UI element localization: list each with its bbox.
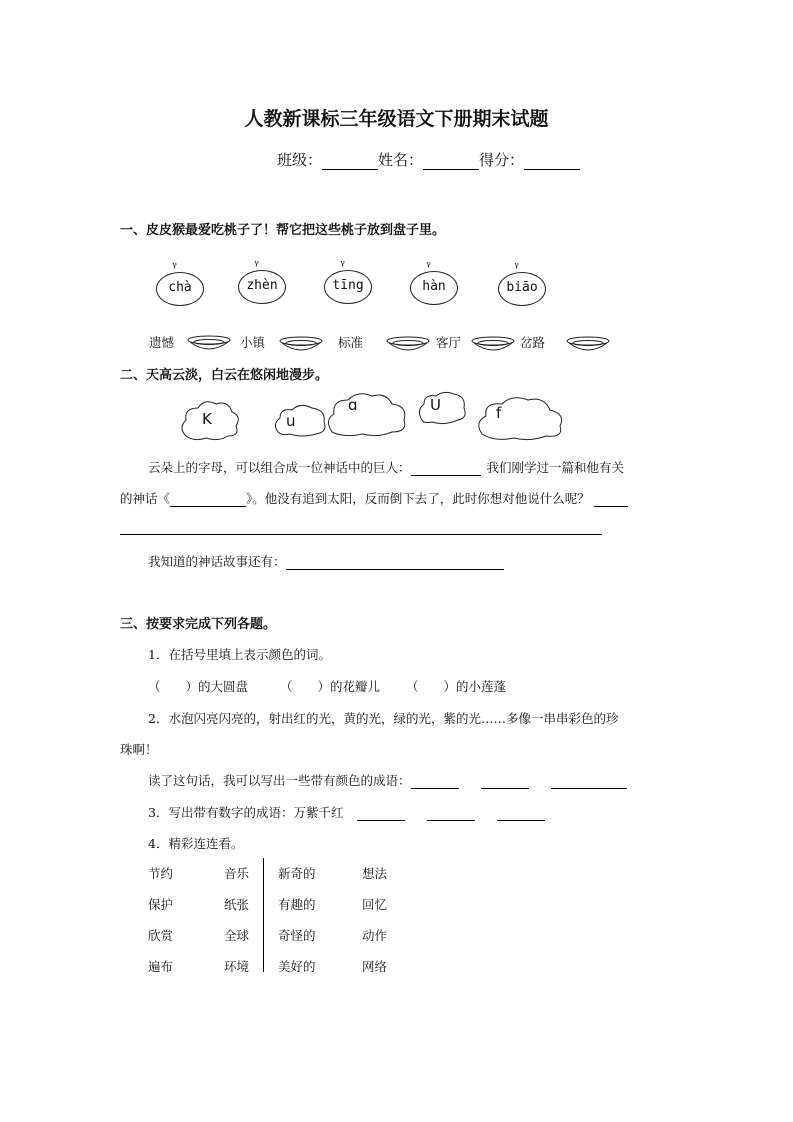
- peach-stem-icon: ᵞ: [254, 258, 259, 273]
- page-title: 人教新课标三年级语文下册期末试题: [244, 108, 549, 130]
- paragraph-text: 读了这句话，我可以写出一些带有颜色的成语：: [148, 773, 411, 788]
- paragraph-line: [148, 803, 545, 821]
- paragraph-text: 我知道的神话故事还有：: [148, 554, 286, 569]
- answer-blank[interactable]: [481, 772, 529, 789]
- fill-item[interactable]: （ ）的大圆盘: [148, 679, 249, 694]
- cloud-letter: u: [286, 412, 296, 430]
- peach-pinyin: hàn: [422, 279, 446, 294]
- match-word[interactable]: 想法: [362, 866, 388, 881]
- question: 2．水泡闪亮闪亮的，射出红的光，黄的光，绿的光，紫的光……多像一串串彩色的珍: [148, 711, 619, 726]
- plate-word: 小镇: [240, 335, 266, 350]
- peach[interactable]: [238, 260, 286, 304]
- cloud[interactable]: [474, 394, 566, 442]
- match-word[interactable]: 有趣的: [278, 897, 316, 912]
- paragraph-text: 的神话《: [120, 491, 171, 506]
- paragraph-line: [148, 771, 627, 789]
- paragraph-line: [120, 489, 628, 507]
- fill-item[interactable]: （ ）的花瓣儿: [280, 679, 381, 694]
- question: 1．在括号里填上表示颜色的词。: [148, 647, 331, 662]
- plate-icon[interactable]: [278, 335, 324, 355]
- match-word[interactable]: 保护: [148, 897, 174, 912]
- match-word[interactable]: 动作: [362, 928, 388, 943]
- peach-stem-icon: ᵞ: [514, 260, 519, 275]
- question: 4．精彩连连看。: [148, 836, 244, 851]
- paragraph-line: [148, 552, 504, 570]
- cloud-icon: [416, 390, 468, 426]
- match-word[interactable]: 网络: [362, 959, 388, 974]
- name-blank[interactable]: [423, 153, 479, 170]
- match-word[interactable]: 新奇的: [278, 866, 316, 881]
- plate-word: 岔路: [520, 335, 546, 350]
- paragraph-text: 3．写出带有数字的成语：万紫千红: [148, 805, 344, 820]
- answer-blank[interactable]: [286, 553, 504, 570]
- match-word[interactable]: 遍布: [148, 959, 174, 974]
- score-label: 得分：: [479, 151, 525, 169]
- peach-pinyin: chà: [168, 280, 192, 295]
- cloud-letter: ɑ: [348, 396, 358, 414]
- answer-blank[interactable]: [497, 804, 545, 821]
- match-word[interactable]: 环境: [224, 959, 250, 974]
- answer-blank[interactable]: [551, 772, 627, 789]
- match-word[interactable]: 纸张: [224, 897, 250, 912]
- class-blank[interactable]: [322, 153, 378, 170]
- class-label: 班级：: [277, 151, 323, 169]
- match-word[interactable]: 欣赏: [148, 928, 174, 943]
- name-label: 姓名：: [378, 151, 424, 169]
- answer-blank[interactable]: [411, 772, 459, 789]
- paragraph-text: 云朵上的字母，可以组合成一位神话中的巨人：: [148, 460, 411, 475]
- match-word[interactable]: 节约: [148, 866, 174, 881]
- answer-blank[interactable]: [357, 804, 405, 821]
- match-word[interactable]: 奇怪的: [278, 928, 316, 943]
- plate-icon[interactable]: [565, 335, 611, 355]
- plate-icon[interactable]: [470, 335, 516, 355]
- section2-heading: 二、天高云淡，白云在悠闲地漫步。: [120, 368, 329, 383]
- peach[interactable]: [156, 262, 204, 306]
- plate-word: 标准: [338, 335, 364, 350]
- peach[interactable]: [410, 261, 458, 305]
- cloud-icon: [474, 394, 566, 442]
- match-divider: [263, 858, 264, 972]
- plate-word: 客厅: [436, 335, 462, 350]
- section1-heading: 一、皮皮猴最爱吃桃子了！帮它把这些桃子放到盘子里。: [120, 223, 446, 238]
- cloud-letter: K: [202, 410, 212, 428]
- score-blank[interactable]: [524, 153, 580, 170]
- plate-word: 遗憾: [149, 335, 175, 350]
- fill-item[interactable]: （ ）的小莲蓬: [406, 679, 507, 694]
- peach-stem-icon: ᵞ: [172, 260, 177, 275]
- answer-blank[interactable]: [411, 459, 481, 476]
- student-info: [277, 149, 580, 170]
- match-word[interactable]: 全球: [224, 928, 250, 943]
- section3-heading: 三、按要求完成下列各题。: [120, 617, 277, 632]
- peach-pinyin: zhèn: [246, 278, 278, 293]
- paragraph-line: [148, 458, 624, 476]
- peach-stem-icon: ᵞ: [426, 259, 431, 274]
- cloud[interactable]: [272, 402, 328, 438]
- answer-blank[interactable]: [594, 490, 628, 507]
- question-continued: 珠啊！: [120, 742, 158, 757]
- answer-blank[interactable]: [170, 490, 246, 507]
- match-word[interactable]: 美好的: [278, 959, 316, 974]
- paragraph-text: 》。他没有追到太阳，反而倒下去了，此时你想对他说什么呢？: [246, 491, 590, 506]
- peach-pinyin: biāo: [506, 280, 538, 295]
- paragraph-text: 我们刚学过一篇和他有关: [486, 460, 625, 475]
- cloud[interactable]: [178, 398, 242, 442]
- cloud-icon: [324, 390, 408, 438]
- cloud[interactable]: [324, 390, 408, 438]
- peach[interactable]: [498, 262, 546, 306]
- cloud-icon: [272, 402, 328, 438]
- match-word[interactable]: 回忆: [362, 897, 388, 912]
- peach-pinyin: tīng: [332, 278, 364, 293]
- cloud-letter: U: [430, 396, 441, 414]
- peach-stem-icon: ᵞ: [340, 258, 345, 273]
- cloud[interactable]: [416, 390, 468, 426]
- plate-icon[interactable]: [186, 334, 232, 354]
- peach[interactable]: [324, 260, 372, 304]
- plate-icon[interactable]: [385, 335, 431, 355]
- match-word[interactable]: 音乐: [224, 866, 250, 881]
- answer-blank[interactable]: [427, 804, 475, 821]
- answer-line[interactable]: [120, 534, 602, 535]
- cloud-letter: f: [496, 404, 502, 422]
